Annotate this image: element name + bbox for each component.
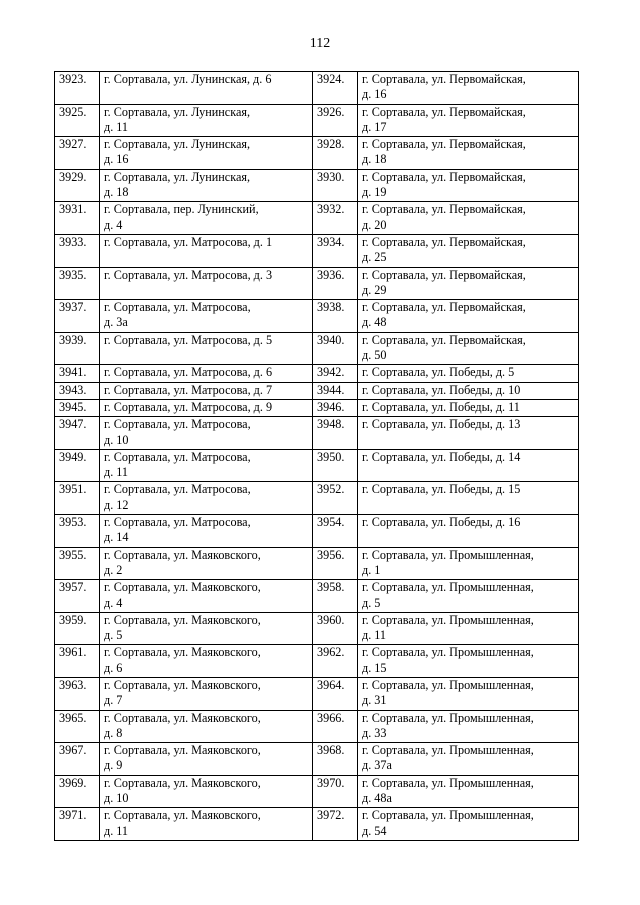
- entry-address: [358, 482, 579, 515]
- address-line: д. 9: [104, 758, 123, 773]
- address-line: г. Сортавала, ул. Первомайская,: [362, 72, 526, 86]
- entry-number: 3947.: [55, 417, 100, 450]
- table-row: [55, 332, 579, 365]
- address-line: г. Сортавала, ул. Матросова,: [104, 300, 251, 315]
- address-line: г. Сортавала, ул. Промышленная,: [362, 743, 534, 758]
- table-row: [55, 267, 579, 300]
- entry-number: 3966.: [313, 710, 358, 743]
- entry-address: [358, 399, 579, 416]
- address-line: г. Сортавала, ул. Первомайская,: [362, 137, 526, 152]
- entry-number: 3964.: [313, 677, 358, 710]
- entry-number: 3944.: [313, 382, 358, 399]
- entry-number: 3948.: [313, 417, 358, 450]
- address-line: г. Сортавала, ул. Победы, д. 5: [362, 365, 515, 380]
- address-line: г. Сортавала, ул. Победы, д. 15: [362, 482, 521, 497]
- entry-number: 3968.: [313, 743, 358, 776]
- address-line: д. 18: [104, 185, 129, 200]
- entry-address: [358, 332, 579, 365]
- address-line: г. Сортавала, ул. Первомайская,: [362, 267, 526, 282]
- address-line: г. Сортавала, ул. Лунинская,: [104, 169, 251, 184]
- entry-address: [358, 710, 579, 743]
- entry-number: 3972.: [313, 808, 358, 841]
- address-line: г. Сортавала, ул. Матросова, д. 7: [104, 382, 273, 397]
- address-line: д. 3а: [104, 315, 128, 330]
- entry-address: [100, 104, 313, 137]
- entry-address: [100, 515, 313, 548]
- table-row: [55, 234, 579, 267]
- address-line: д. 7: [104, 693, 123, 708]
- address-line: г. Сортавала, пер. Лунинский,: [104, 202, 259, 217]
- address-table: [54, 71, 579, 841]
- address-line: г. Сортавала, ул. Промышленная,: [362, 775, 534, 790]
- table-row: [55, 775, 579, 808]
- address-line: г. Сортавала, ул. Первомайская,: [362, 332, 526, 347]
- address-line: д. 16: [362, 87, 387, 102]
- entry-number: 3950.: [313, 449, 358, 482]
- address-line: г. Сортавала, ул. Победы, д. 13: [362, 417, 521, 432]
- table-row: [55, 72, 579, 105]
- entry-number: 3963.: [55, 677, 100, 710]
- address-line: д. 15: [362, 660, 387, 675]
- address-line: г. Сортавала, ул. Маяковского,: [104, 612, 261, 627]
- entry-address: [100, 677, 313, 710]
- entry-number: 3970.: [313, 775, 358, 808]
- entry-number: 3930.: [313, 169, 358, 202]
- address-line: г. Сортавала, ул. Промышленная,: [362, 645, 534, 660]
- entry-address: [100, 710, 313, 743]
- address-line: д. 25: [362, 250, 387, 265]
- entry-address: [358, 580, 579, 613]
- table-row: [55, 300, 579, 333]
- address-line: д. 31: [362, 693, 387, 708]
- address-line: г. Сортавала, ул. Матросова,: [104, 482, 251, 497]
- entry-address: [358, 365, 579, 382]
- address-line: д. 20: [362, 217, 387, 232]
- address-line: д. 29: [362, 282, 387, 297]
- entry-number: 3971.: [55, 808, 100, 841]
- address-line: г. Сортавала, ул. Матросова, д. 3: [104, 267, 273, 282]
- entry-address: [358, 267, 579, 300]
- entry-number: 3945.: [55, 399, 100, 416]
- table-row: [55, 449, 579, 482]
- address-line: г. Сортавала, ул. Маяковского,: [104, 677, 261, 692]
- address-line: г. Сортавала, ул. Матросова, д. 1: [104, 234, 273, 249]
- entry-address: [358, 808, 579, 841]
- entry-number: 3957.: [55, 580, 100, 613]
- table-row: [55, 645, 579, 678]
- entry-address: [100, 382, 313, 399]
- entry-number: 3941.: [55, 365, 100, 382]
- entry-number: 3929.: [55, 169, 100, 202]
- entry-number: 3927.: [55, 137, 100, 170]
- entry-address: [358, 612, 579, 645]
- address-line: д. 11: [104, 823, 129, 838]
- address-line: д. 48а: [362, 791, 392, 806]
- entry-number: 3959.: [55, 612, 100, 645]
- table-row: [55, 482, 579, 515]
- address-line: г. Сортавала, ул. Матросова, д. 5: [104, 332, 273, 347]
- entry-address: [100, 612, 313, 645]
- entry-address: [100, 547, 313, 580]
- entry-address: [100, 332, 313, 365]
- page-number: 112: [309, 36, 331, 51]
- table-row: [55, 580, 579, 613]
- entry-address: [358, 449, 579, 482]
- address-line: г. Сортавала, ул. Матросова,: [104, 449, 251, 464]
- entry-number: 3924.: [313, 72, 358, 105]
- entry-address: [100, 267, 313, 300]
- address-line: г. Сортавала, ул. Маяковского,: [104, 645, 261, 660]
- entry-address: [100, 169, 313, 202]
- table-row: [55, 399, 579, 416]
- entry-number: 3940.: [313, 332, 358, 365]
- address-line: г. Сортавала, ул. Лунинская, д. 6: [104, 72, 272, 86]
- entry-address: [100, 743, 313, 776]
- entry-number: 3949.: [55, 449, 100, 482]
- table-row: [55, 169, 579, 202]
- address-line: д. 50: [362, 348, 387, 363]
- address-line: г. Сортавала, ул. Промышленная,: [362, 677, 534, 692]
- address-line: г. Сортавала, ул. Маяковского,: [104, 710, 261, 725]
- table-row: [55, 515, 579, 548]
- entry-number: 3967.: [55, 743, 100, 776]
- entry-number: 3937.: [55, 300, 100, 333]
- entry-address: [358, 515, 579, 548]
- table-row: [55, 808, 579, 841]
- address-line: д. 11: [104, 119, 129, 134]
- entry-number: 3946.: [313, 399, 358, 416]
- entry-number: 3931.: [55, 202, 100, 235]
- address-line: г. Сортавала, ул. Промышленная,: [362, 710, 534, 725]
- entry-address: [100, 202, 313, 235]
- address-line: д. 8: [104, 725, 123, 740]
- entry-address: [358, 775, 579, 808]
- entry-address: [100, 417, 313, 450]
- address-line: г. Сортавала, ул. Промышленная,: [362, 547, 534, 562]
- address-line: д. 5: [104, 628, 123, 643]
- entry-number: 3923.: [55, 72, 100, 105]
- address-line: д. 5: [362, 595, 381, 610]
- address-line: д. 18: [362, 152, 387, 167]
- address-line: г. Сортавала, ул. Промышленная,: [362, 612, 534, 627]
- address-table-body: [55, 72, 579, 841]
- address-line: д. 1: [362, 562, 381, 577]
- entry-address: [100, 482, 313, 515]
- entry-number: 3942.: [313, 365, 358, 382]
- entry-address: [358, 72, 579, 105]
- table-row: [55, 710, 579, 743]
- entry-number: 3928.: [313, 137, 358, 170]
- address-line: д. 12: [104, 497, 129, 512]
- entry-number: 3953.: [55, 515, 100, 548]
- entry-number: 3926.: [313, 104, 358, 137]
- entry-address: [100, 645, 313, 678]
- address-line: г. Сортавала, ул. Победы, д. 16: [362, 515, 521, 530]
- address-line: д. 10: [104, 432, 129, 447]
- address-line: г. Сортавала, ул. Маяковского,: [104, 808, 261, 823]
- entry-number: 3933.: [55, 234, 100, 267]
- entry-address: [100, 399, 313, 416]
- entry-number: 3961.: [55, 645, 100, 678]
- entry-address: [100, 808, 313, 841]
- entry-number: 3932.: [313, 202, 358, 235]
- table-row: [55, 104, 579, 137]
- address-line: д. 4: [104, 595, 123, 610]
- entry-address: [100, 775, 313, 808]
- address-line: д. 48: [362, 315, 387, 330]
- entry-address: [358, 382, 579, 399]
- table-row: [55, 382, 579, 399]
- entry-address: [100, 137, 313, 170]
- table-row: [55, 677, 579, 710]
- address-line: г. Сортавала, ул. Победы, д. 10: [362, 382, 521, 397]
- entry-address: [358, 104, 579, 137]
- entry-number: 3960.: [313, 612, 358, 645]
- address-line: д. 33: [362, 725, 387, 740]
- address-line: г. Сортавала, ул. Первомайская,: [362, 169, 526, 184]
- address-line: г. Сортавала, ул. Матросова,: [104, 417, 251, 432]
- address-line: д. 14: [104, 530, 129, 545]
- entry-number: 3938.: [313, 300, 358, 333]
- entry-number: 3956.: [313, 547, 358, 580]
- entry-number: 3955.: [55, 547, 100, 580]
- address-line: г. Сортавала, ул. Маяковского,: [104, 775, 261, 790]
- entry-number: 3936.: [313, 267, 358, 300]
- table-row: [55, 612, 579, 645]
- address-line: д. 4: [104, 217, 123, 232]
- table-row: [55, 417, 579, 450]
- entry-address: [358, 547, 579, 580]
- address-line: д. 17: [362, 119, 387, 134]
- entry-address: [100, 72, 313, 105]
- address-line: д. 37а: [362, 758, 392, 773]
- entry-address: [358, 137, 579, 170]
- entry-number: 3934.: [313, 234, 358, 267]
- entry-address: [358, 300, 579, 333]
- entry-address: [358, 417, 579, 450]
- entry-number: 3965.: [55, 710, 100, 743]
- entry-number: 3939.: [55, 332, 100, 365]
- table-row: [55, 137, 579, 170]
- entry-number: 3958.: [313, 580, 358, 613]
- table-row: [55, 743, 579, 776]
- address-line: д. 11: [362, 628, 387, 643]
- address-line: д. 10: [104, 791, 129, 806]
- address-line: г. Сортавала, ул. Победы, д. 14: [362, 449, 521, 464]
- address-line: д. 54: [362, 823, 387, 838]
- entry-address: [358, 743, 579, 776]
- address-line: д. 6: [104, 660, 123, 675]
- address-line: г. Сортавала, ул. Матросова, д. 9: [104, 399, 273, 414]
- entry-address: [100, 234, 313, 267]
- address-line: г. Сортавала, ул. Первомайская,: [362, 104, 526, 119]
- entry-number: 3952.: [313, 482, 358, 515]
- address-line: д. 16: [104, 152, 129, 167]
- address-line: г. Сортавала, ул. Первомайская,: [362, 300, 526, 315]
- entry-number: 3925.: [55, 104, 100, 137]
- table-row: [55, 365, 579, 382]
- entry-number: 3935.: [55, 267, 100, 300]
- address-line: г. Сортавала, ул. Матросова, д. 6: [104, 365, 273, 380]
- entry-address: [358, 645, 579, 678]
- entry-number: 3943.: [55, 382, 100, 399]
- address-line: г. Сортавала, ул. Маяковского,: [104, 547, 261, 562]
- entry-address: [100, 449, 313, 482]
- address-line: г. Сортавала, ул. Лунинская,: [104, 104, 251, 119]
- address-line: г. Сортавала, ул. Маяковского,: [104, 580, 261, 595]
- address-line: г. Сортавала, ул. Победы, д. 11: [362, 399, 520, 414]
- entry-address: [100, 300, 313, 333]
- entry-address: [100, 365, 313, 382]
- entry-address: [358, 677, 579, 710]
- address-line: д. 19: [362, 185, 387, 200]
- address-line: г. Сортавала, ул. Маяковского,: [104, 743, 261, 758]
- address-line: г. Сортавала, ул. Первомайская,: [362, 234, 526, 249]
- address-line: д. 2: [104, 562, 123, 577]
- entry-address: [358, 234, 579, 267]
- entry-address: [100, 580, 313, 613]
- entry-number: 3969.: [55, 775, 100, 808]
- entry-address: [358, 202, 579, 235]
- entry-number: 3962.: [313, 645, 358, 678]
- table-row: [55, 202, 579, 235]
- table-row: [55, 547, 579, 580]
- entry-number: 3951.: [55, 482, 100, 515]
- address-line: г. Сортавала, ул. Матросова,: [104, 515, 251, 530]
- entry-address: [358, 169, 579, 202]
- address-line: г. Сортавала, ул. Промышленная,: [362, 580, 534, 595]
- address-line: д. 11: [104, 465, 129, 480]
- address-line: г. Сортавала, ул. Промышленная,: [362, 808, 534, 823]
- address-line: г. Сортавала, ул. Лунинская,: [104, 137, 251, 152]
- address-line: г. Сортавала, ул. Первомайская,: [362, 202, 526, 217]
- entry-number: 3954.: [313, 515, 358, 548]
